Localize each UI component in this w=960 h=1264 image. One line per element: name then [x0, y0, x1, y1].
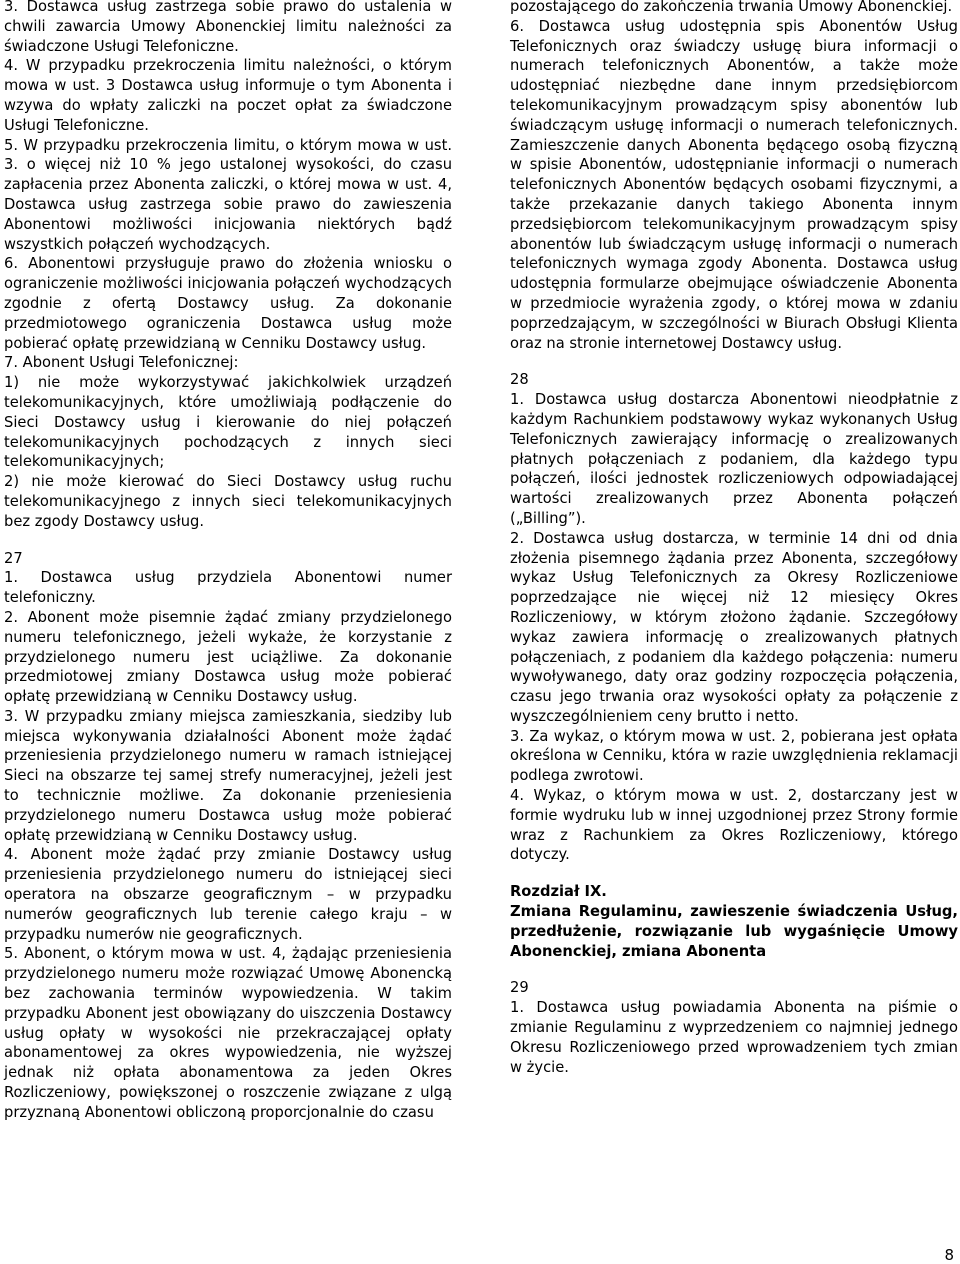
section-number-27: 27	[4, 549, 23, 567]
paragraph-7-abonent-obligations: 7. Abonent Usługi Telefonicznej:	[4, 354, 239, 372]
section-29-item-1: 1. Dostawca usług powiadamia Abonenta na piśmie o zmianie Regulaminu z wyprzedzeniem co najmniej jednego Okresu Rozliczeniowego przed wprowadzeniem tych zmian w życie.	[510, 999, 958, 1076]
section-27-item-4: 4. Abonent może żądać przy zmianie Dostawcy usług przeniesienia przydzielonego numeru do istniejącej sieci operatora na obszarze geograficznym – w przypadku numerów geograficznych lub terenie całego kraju – w przypadku numerów nie geograficznych.	[4, 846, 452, 943]
section-27-item-1: 1. Dostawca usług przydziela Abonentowi numer telefoniczny.	[4, 569, 452, 607]
section-27-item-3: 3. W przypadku zmiany miejsca zamieszkania, siedziby lub miejsca wykonywania działalności Abonent może żądać przeniesienia przydzielonego numeru w ramach istniejącej Sieci na obszarze tej samej strefy numeracyjnej, jeżeli jest to technicznie możliwe. Za dokonanie przeniesienia przydzielonego numeru Dostawca usług może pobierać opłatę przewidzianą w Cenniku Dostawcy usług.	[4, 707, 452, 844]
paragraph-gap	[510, 865, 958, 882]
section-number-29: 29	[510, 979, 529, 997]
chapter-title: Zmiana Regulaminu, zawieszenie świadczenia Usług, przedłużenie, rozwiązanie lub wygaśnięcie Umowy Abonenckiej, zmiana Abonenta	[510, 903, 958, 960]
paragraph-4-limit-exceeded: 4. W przypadku przekroczenia limitu należności, o którym mowa w ust. 3 Dostawca usług informuje o tym Abonenta i wzywa do wpłaty zaliczki na poczet opłat za świadczone Usługi Telefoniczne.	[4, 57, 452, 134]
paragraph-6-outgoing-restriction: 6. Abonentowi przysługuje prawo do złożenia wniosku o ograniczenie możliwości inicjowania połączeń wychodzących zgodnie z ofertą Dostawcy usług. Za dokonanie przedmiotowego ograniczenia Dostawca usług może pobierać opłatę przewidzianą w Cenniku Dostawcy usług.	[4, 255, 452, 352]
chapter-heading: Rozdział IX.	[510, 883, 607, 901]
right-column	[510, 0, 958, 1077]
section-27-item-5: 5. Abonent, o którym mowa w ust. 4, żądając przeniesienia przydzielonego numeru może rozwiązać Umowę Abonencką bez zachowania terminów wypowiedzenia. W takim przypadku Abonent jest obowiązany do uiszczenia Dostawcy usług opłaty w wysokości nie przekraczającej opłaty abonamentowej za okres wypowiedzenia, nie wyższej jednak niż opłata abonamentowa za jeden Okres Rozliczeniowy, powiększonej o roszczenie związane z ulgą przyznaną Abonentowi obliczoną proporcjonalnie do czasu	[4, 945, 452, 1121]
section-28-item-1: 1. Dostawca usług dostarcza Abonentowi nieodpłatnie z każdym Rachunkiem podstawowy wykaz wykonanych Usług Telefonicznych zawierający informację o zrealizowanych płatnych połączeniach z podaniem, dla każdego typu połączeń, ilości jednostek rozliczeniowych odpowiadającej wartości zrealizowanych przez Abonenta połączeń („Billing”).	[510, 391, 958, 527]
section-28-item-2: 2. Dostawca usług dostarcza, w terminie 14 dni od dnia złożenia pisemnego żądania przez Abonenta, szczegółowy wykaz Usług Telefonicznych za Okresy Rozliczeniowe poprzedzające nie więcej niż 12 miesięcy Okres Rozliczeniowy, w którym złożono żądanie. Szczegółowy wykaz zawiera informację o zrealizowanych płatnych połączeniach, z podaniem dla każdego połączenia: numeru wywoływanego, daty oraz godziny rozpoczęcia połączenia, czasu jego trwania oraz wysokości opłaty za połączenie z wyszczególnieniem ceny brutto i netto.	[510, 529, 958, 725]
paragraph-gap	[510, 353, 958, 370]
section-28-item-4: 4. Wykaz, o którym mowa w ust. 2, dostarczany jest w formie wydruku lub w innej uzgodnionej przez Strony formie wraz z Rachunkiem za Okres Rozliczeniowy, którego dotyczy.	[510, 787, 958, 864]
section-27-item-6: 6. Dostawca usług udostępnia spis Abonentów Usług Telefonicznych oraz świadczy usługę biura informacji o numerach telefonicznych Abonentów, a także może udostępniać niezbędne dane innym przedsiębiorcom telekomunikacyjnym prowadzącym spisy abonentów lub świadczącym usługę informacji o numerach telefonicznych. Zamieszczenie danych Abonenta będącego osobą fizyczną w spisie Abonentów, udostępnianie informacji o numerach telefonicznych Abonentów będących osobami fizycznymi, a także przekazanie danych takiego Abonenta innym przedsiębiorcom telekomunikacyjnym prowadzącym spisy abonentów lub świadczącym usługę informacji o numerach telefonicznych wymaga zgody Abonenta. Dostawca usług udostępnia formularze obejmujące oświadczenie Abonenta w przedmiocie wyrażenia zgody, o której mowa w zdaniu poprzedzającym, w szczególności w Biurach Obsługi Klienta oraz na stronie internetowej Dostawcy usług.	[510, 17, 958, 352]
paragraph-gap	[4, 532, 452, 549]
obligation-item-1: 1) nie może wykorzystywać jakichkolwiek urządzeń telekomunikacyjnych, które umożliwiają podłączenie do Sieci Dostawcy usług i kierowanie do niej połączeń telekomunikacyjnych pochodzących z innych sieci telekomunikacyjnych;	[4, 374, 452, 471]
obligation-item-2: 2) nie może kierować do Sieci Dostawcy usług ruchu telekomunikacyjnego z innych sieci telekomunikacyjnych bez zgody Dostawcy usług.	[4, 473, 452, 530]
paragraph-5-suspension: 5. W przypadku przekroczenia limitu, o którym mowa w ust. 3. o więcej niż 10 % jego ustalonej wysokości, do czasu zapłacenia przez Abonenta zaliczki, o której mowa w ust. 4, Dostawca usług zastrzega sobie prawo do zawieszenia Abonentowi możliwości inicjowania niektórych bądź wszystkich połączeń wychodzących.	[4, 136, 452, 253]
section-27-item-2: 2. Abonent może pisemnie żądać zmiany przydzielonego numeru telefonicznego, jeżeli wykaże, że korzystanie z przydzielonego numeru jest uciążliwe. Za dokonanie przedmiotowej zmiany Dostawca usług może pobierać opłatę przewidzianą w Cenniku Dostawcy usług.	[4, 608, 452, 706]
paragraph-gap	[510, 961, 958, 978]
section-number-28: 28	[510, 371, 529, 389]
section-28-item-3: 3. Za wykaz, o którym mowa w ust. 2, pobierana jest opłata określona w Cenniku, która w razie uwzględnienia reklamacji podlega zwrotowi.	[510, 727, 958, 785]
paragraph-3-limit: 3. Dostawca usług zastrzega sobie prawo do ustalenia w chwili zawarcia Umowy Abonenckiej limitu należności za świadczone Usługi Telefoniczne.	[4, 0, 452, 55]
page-number: 8	[944, 1246, 954, 1264]
left-column	[4, 0, 452, 1123]
section-27-item-5-continued: pozostającego do zakończenia trwania Umowy Abonenckiej.	[510, 0, 953, 15]
